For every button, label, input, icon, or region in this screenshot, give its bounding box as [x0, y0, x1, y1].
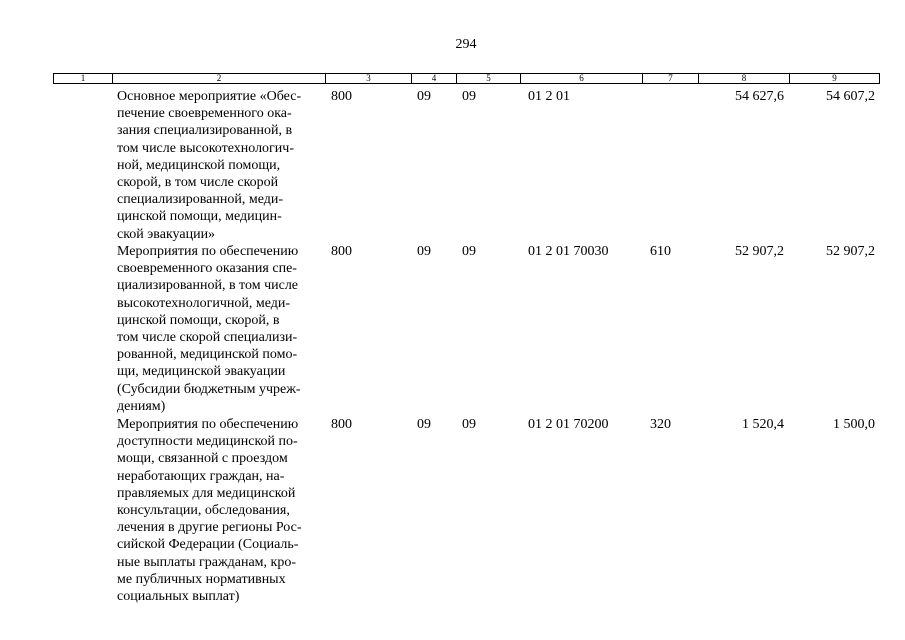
cell-c8: 52 907,2: [735, 244, 784, 259]
description-line: печение своевременного ока-: [117, 106, 292, 122]
description-line: высокотехнологичной, меди-: [117, 295, 291, 311]
column-header-6: 6: [521, 74, 643, 83]
description-line: том числе скорой специализи-: [117, 330, 298, 346]
description-line: своевременного оказания спе-: [117, 261, 297, 277]
cell-c7: 610: [650, 244, 671, 259]
cell-c7: 320: [650, 417, 671, 432]
description-line: циализированной, в том числе: [117, 278, 299, 294]
cell-c6: 01 2 01: [528, 89, 570, 104]
column-header-4: 4: [412, 74, 457, 83]
column-header-5: 5: [457, 74, 521, 83]
description-line: социальных выплат): [117, 589, 240, 605]
cell-c8: 54 627,6: [735, 89, 784, 104]
column-header-9: 9: [832, 73, 837, 83]
cell-c6: 01 2 01 70030: [528, 244, 609, 259]
cell-c5: 09: [462, 89, 476, 104]
cell-c4: 09: [417, 89, 431, 104]
cell-c6: 01 2 01 70200: [528, 417, 609, 432]
description-line: ной, медицинской помощи,: [117, 157, 281, 173]
row-description: [117, 88, 301, 243]
description-line: дениям): [117, 398, 166, 414]
description-line: ской эвакуации»: [117, 226, 216, 242]
description-line: Основное мероприятие «Обес-: [117, 89, 302, 104]
cell-c3: 800: [331, 417, 352, 432]
cell-c8: 1 520,4: [742, 417, 784, 432]
description-line: консультации, обследования,: [117, 503, 290, 519]
description-line: зания специализированной, в: [117, 123, 293, 139]
cell-c3: 800: [331, 244, 352, 259]
description-line: (Субсидии бюджетным учреж-: [117, 381, 301, 397]
description-line: правляемых для медицинской: [117, 485, 296, 501]
cell-c9: 52 907,2: [826, 244, 875, 259]
cell-c5: 09: [462, 417, 476, 432]
table-header-row: [53, 73, 880, 84]
cell-c5: 09: [462, 244, 476, 259]
description-line: цинской помощи, скорой, в: [117, 312, 280, 328]
column-header-8: 8: [699, 74, 790, 83]
column-header-3: 3: [326, 74, 412, 83]
description-line: том числе высокотехнологич-: [117, 140, 294, 156]
description-line: щи, медицинской эвакуации: [117, 364, 286, 380]
cell-c3: 800: [331, 89, 352, 104]
cell-c4: 09: [417, 417, 431, 432]
row-description: [117, 243, 301, 415]
cell-c9: 1 500,0: [833, 417, 875, 432]
description-line: доступности медицинской по-: [117, 434, 298, 450]
page-number: 294: [455, 37, 477, 52]
description-line: цинской помощи, медицин-: [117, 209, 282, 225]
description-line: мощи, связанной с проездом: [117, 451, 288, 467]
description-line: Мероприятия по обеспечению: [117, 417, 299, 432]
description-line: Мероприятия по обеспечению: [117, 244, 299, 259]
cell-c9: 54 607,2: [826, 89, 875, 104]
description-line: лечения в другие регионы Рос-: [117, 520, 302, 536]
description-line: ные выплаты гражданам, кро-: [117, 554, 296, 570]
cell-c4: 09: [417, 244, 431, 259]
description-line: сийской Федерации (Социаль-: [117, 537, 299, 553]
description-line: скорой, в том числе скорой: [117, 175, 279, 191]
description-line: рованной, медицинской помо-: [117, 347, 298, 363]
column-header-7: 7: [643, 74, 699, 83]
column-header-1: 1: [54, 74, 113, 83]
description-line: неработающих граждан, на-: [117, 468, 285, 484]
column-header-2: 2: [113, 74, 326, 83]
description-line: ме публичных нормативных: [117, 571, 286, 587]
description-line: специализированной, меди-: [117, 192, 284, 208]
row-description: [117, 416, 302, 605]
